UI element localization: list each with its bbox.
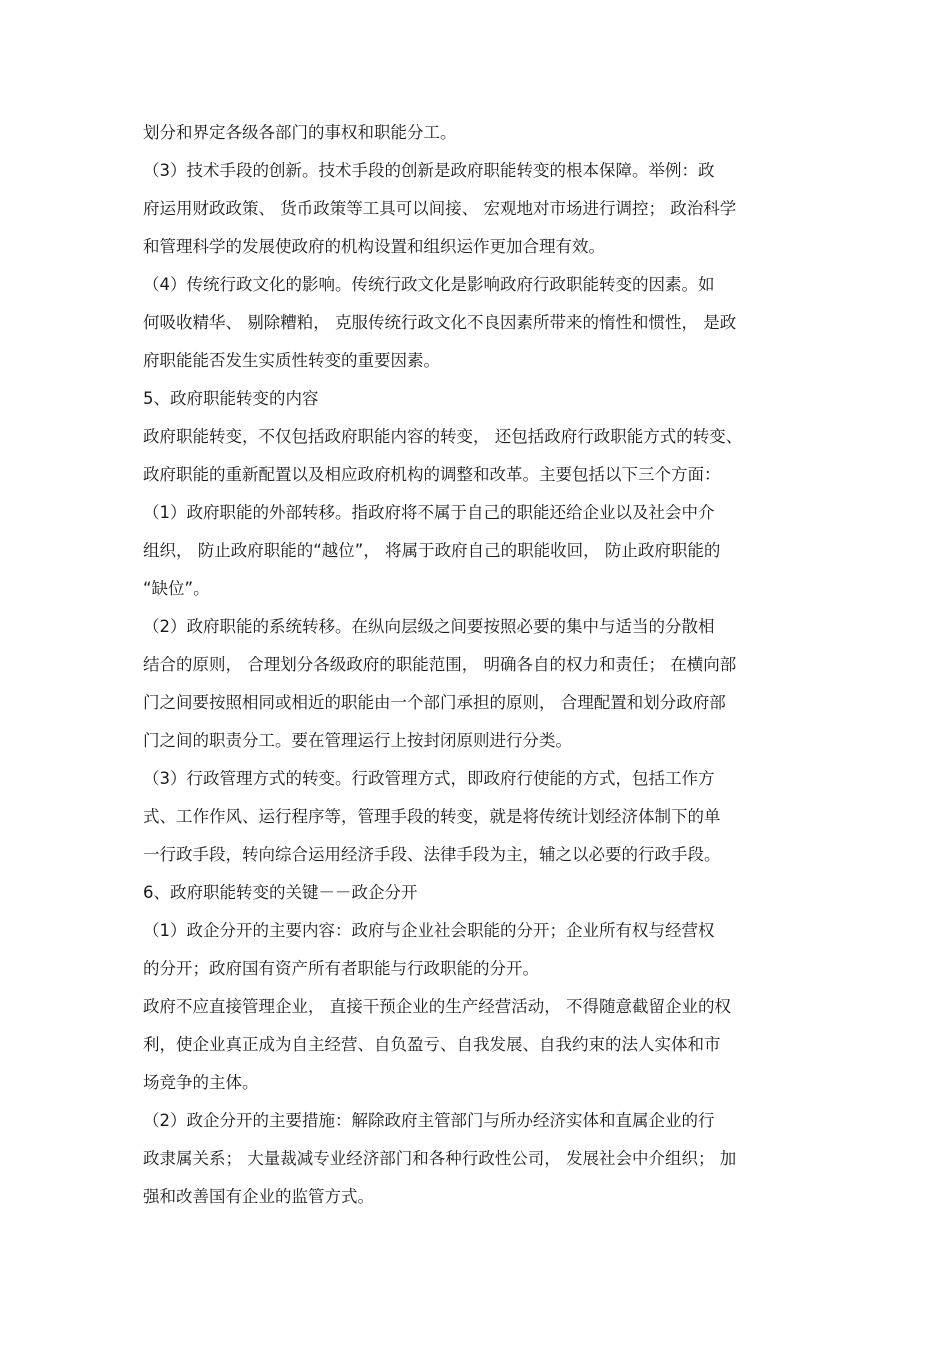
text-line: （1）政企分开的主要内容：政府与企业社会职能的分开；企业所有权与经营权	[143, 921, 715, 940]
text-line: （1）政府职能的外部转移。指政府将不属于自己的职能还给企业以及社会中介	[143, 503, 715, 522]
text-line: 门之间要按照相同或相近的职能由一个部门承担的原则， 合理配置和划分政府部	[143, 693, 726, 712]
section-heading: 6、政府职能转变的关键－－政企分开	[143, 883, 418, 902]
text-line: 一行政手段，转向综合运用经济手段、法律手段为主，辅之以必要的行政手段。	[143, 845, 721, 864]
section-heading: 5、政府职能转变的内容	[143, 389, 319, 408]
text-line: 门之间的职责分工。要在管理运行上按封闭原则进行分类。	[143, 731, 572, 750]
text-line: 划分和界定各级各部门的事权和职能分工。	[143, 123, 457, 142]
text-line: 政府职能转变，不仅包括政府职能内容的转变， 还包括政府行政职能方式的转变、	[143, 427, 743, 446]
text-line: （4）传统行政文化的影响。传统行政文化是影响政府行政职能转变的因素。如	[143, 275, 715, 294]
text-line: 府职能能否发生实质性转变的重要因素。	[143, 351, 440, 370]
text-line: 政府不应直接管理企业， 直接干预企业的生产经营活动， 不得随意截留企业的权	[143, 997, 731, 1016]
text-line: （2）政府职能的系统转移。在纵向层级之间要按照必要的集中与适当的分散相	[143, 617, 715, 636]
text-line: 利，使企业真正成为自主经营、自负盈亏、自我发展、自我约束的法人实体和市	[143, 1035, 721, 1054]
text-line: 府运用财政政策、 货币政策等工具可以间接、 宏观地对市场进行调控； 政治科学	[143, 199, 737, 218]
text-line: （3）技术手段的创新。技术手段的创新是政府职能转变的根本保障。举例：政	[143, 161, 715, 180]
text-line: 组织， 防止政府职能的“越位”， 将属于政府自己的职能收回， 防止政府职能的	[143, 541, 721, 560]
text-line: 何吸收精华、 剔除糟粕， 克服传统行政文化不良因素所带来的惰性和惯性， 是政	[143, 313, 737, 332]
text-line: 场竞争的主体。	[143, 1073, 259, 1092]
text-line: 式、工作作风、运行程序等，管理手段的转变，就是将传统计划经济体制下的单	[143, 807, 721, 826]
text-line: 结合的原则， 合理划分各级政府的职能范围， 明确各自的权力和责任； 在横向部	[143, 655, 737, 674]
text-line: 政府职能的重新配置以及相应政府机构的调整和改革。主要包括以下三个方面：	[143, 465, 721, 484]
text-line: 政隶属关系； 大量裁减专业经济部门和各种行政性公司， 发展社会中介组织； 加	[143, 1149, 737, 1168]
text-line: “缺位”。	[143, 579, 210, 598]
text-line: 强和改善国有企业的监管方式。	[143, 1187, 374, 1206]
text-line: （3）行政管理方式的转变。行政管理方式，即政府行使能的方式，包括工作方	[143, 769, 715, 788]
text-line: 和管理科学的发展使政府的机构设置和组织运作更加合理有效。	[143, 237, 605, 256]
text-line: （2）政企分开的主要措施：解除政府主管部门与所办经济实体和直属企业的行	[143, 1111, 715, 1130]
text-line: 的分开；政府国有资产所有者职能与行政职能的分开。	[143, 959, 539, 978]
